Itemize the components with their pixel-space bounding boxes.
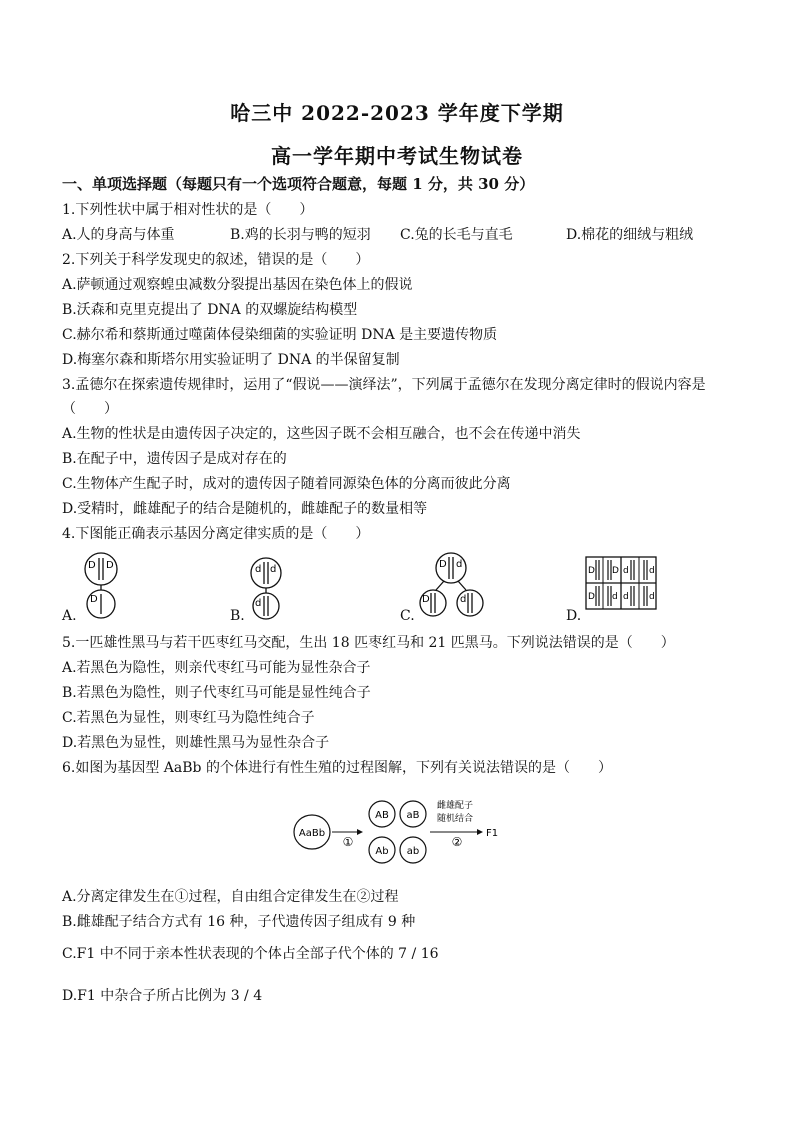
svg-text:D: D [612, 566, 619, 576]
svg-text:d: d [255, 564, 262, 575]
q2-option-d: D.梅塞尔森和斯塔尔用实验证明了 DNA 的半保留复制 [62, 352, 400, 368]
question-1-stem: 1.下列性状中属于相对性状的是（ ） [62, 202, 314, 218]
q2-option-b: B.沃森和克里克提出了 DNA 的双螺旋结构模型 [62, 302, 358, 318]
svg-text:D: D [106, 560, 114, 571]
svg-text:d: d [612, 592, 618, 602]
q5-option-a: A.若黑色为隐性，则亲代枣红马可能为显性杂合子 [62, 660, 371, 676]
question-3-stem: 3.孟德尔在探索遗传规律时，运用了“假说——演绎法”，下列属于孟德尔在发现分离定律时的假说内容是 [62, 377, 706, 393]
question-2-stem: 2.下列关于科学发现史的叙述，错误的是（ ） [62, 252, 370, 268]
svg-text:F1: F1 [486, 828, 499, 839]
q4-option-a: A. [62, 608, 77, 624]
svg-text:D: D [422, 594, 430, 605]
q1-option-c: C.兔的长毛与直毛 [400, 227, 513, 243]
svg-text:②: ② [451, 835, 463, 849]
q3-option-c: C.生物体产生配子时，成对的遗传因子随着同源染色体的分离而彼此分离 [62, 476, 511, 492]
svg-text:D: D [588, 566, 595, 576]
q3-option-a: A.生物的性状是由遗传因子决定的，这些因子既不会相互融合，也不会在传递中消失 [62, 426, 581, 442]
svg-text:d: d [623, 592, 629, 602]
svg-text:Ab: Ab [375, 846, 389, 857]
q4-diagram-b [246, 556, 286, 622]
svg-text:d: d [255, 598, 262, 609]
q4-option-c: C. [400, 608, 415, 624]
q5-option-b: B.若黑色为隐性，则子代枣红马可能是显性纯合子 [62, 685, 371, 701]
svg-text:雌雄配子: 雌雄配子 [436, 801, 474, 811]
q6-option-a: A.分离定律发生在①过程，自由组合定律发生在②过程 [62, 889, 399, 905]
section-heading: 一、单项选择题（每题只有一个选项符合题意，每题 1 分，共 30 分） [62, 175, 535, 193]
svg-text:①: ① [342, 835, 354, 849]
q4-diagram-c [418, 552, 488, 622]
question-4-stem: 4.下图能正确表示基因分离定律实质的是（ ） [62, 526, 370, 542]
q4-diagram-a [80, 552, 124, 622]
svg-text:AB: AB [375, 810, 389, 821]
q6-process-diagram [292, 796, 504, 868]
svg-text:d: d [460, 594, 467, 605]
svg-text:D: D [90, 594, 98, 605]
question-5-stem: 5.一匹雄性黑马与若干匹枣红马交配，生出 18 匹枣红马和 21 匹黑马。下列说法错误的是（ ） [62, 635, 675, 651]
svg-text:D: D [588, 592, 595, 602]
q3-option-d: D.受精时，雌雄配子的结合是随机的，雌雄配子的数量相等 [62, 501, 428, 517]
svg-text:d: d [623, 566, 629, 576]
svg-text:d: d [456, 559, 463, 570]
q6-option-c: C.F1 中不同于亲本性状表现的个体占全部子代个体的 7 / 16 [62, 946, 439, 962]
svg-text:ab: ab [406, 846, 420, 857]
svg-text:d: d [270, 564, 277, 575]
svg-text:d: d [649, 566, 655, 576]
q6-option-b: B.雌雄配子结合方式有 16 种，子代遗传因子组成有 9 种 [62, 914, 416, 930]
exam-title-line2: 高一学年期中考试生物试卷 [271, 144, 523, 168]
q4-diagram-d [585, 556, 657, 610]
svg-text:D: D [88, 560, 96, 571]
exam-title-line1: 哈三中 2022-2023 学年度下学期 [230, 101, 564, 125]
svg-text:AaBb: AaBb [298, 828, 326, 839]
svg-text:aB: aB [406, 810, 420, 821]
q4-option-b: B. [230, 608, 245, 624]
svg-text:随机结合: 随机结合 [436, 814, 474, 824]
q6-option-d: D.F1 中杂合子所占比例为 3 / 4 [62, 988, 263, 1004]
q5-option-c: C.若黑色为显性，则枣红马为隐性纯合子 [62, 710, 315, 726]
question-3-stem-cont: （ ） [62, 401, 118, 417]
svg-text:D: D [439, 559, 447, 570]
q2-option-c: C.赫尔希和蔡斯通过噬菌体侵染细菌的实验证明 DNA 是主要遗传物质 [62, 327, 498, 343]
q1-option-a: A.人的身高与体重 [62, 227, 175, 243]
question-6-stem: 6.如图为基因型 AaBb 的个体进行有性生殖的过程图解，下列有关说法错误的是（ ） [62, 760, 612, 776]
q4-option-d: D. [566, 608, 582, 624]
svg-text:d: d [649, 592, 655, 602]
q5-option-d: D.若黑色为显性，则雄性黑马为显性杂合子 [62, 735, 330, 751]
q1-option-d: D.棉花的细绒与粗绒 [566, 227, 694, 243]
q2-option-a: A.萨顿通过观察蝗虫减数分裂提出基因在染色体上的假说 [62, 277, 413, 293]
q3-option-b: B.在配子中，遗传因子是成对存在的 [62, 451, 287, 467]
q1-option-b: B.鸡的长羽与鸭的短羽 [230, 227, 371, 243]
